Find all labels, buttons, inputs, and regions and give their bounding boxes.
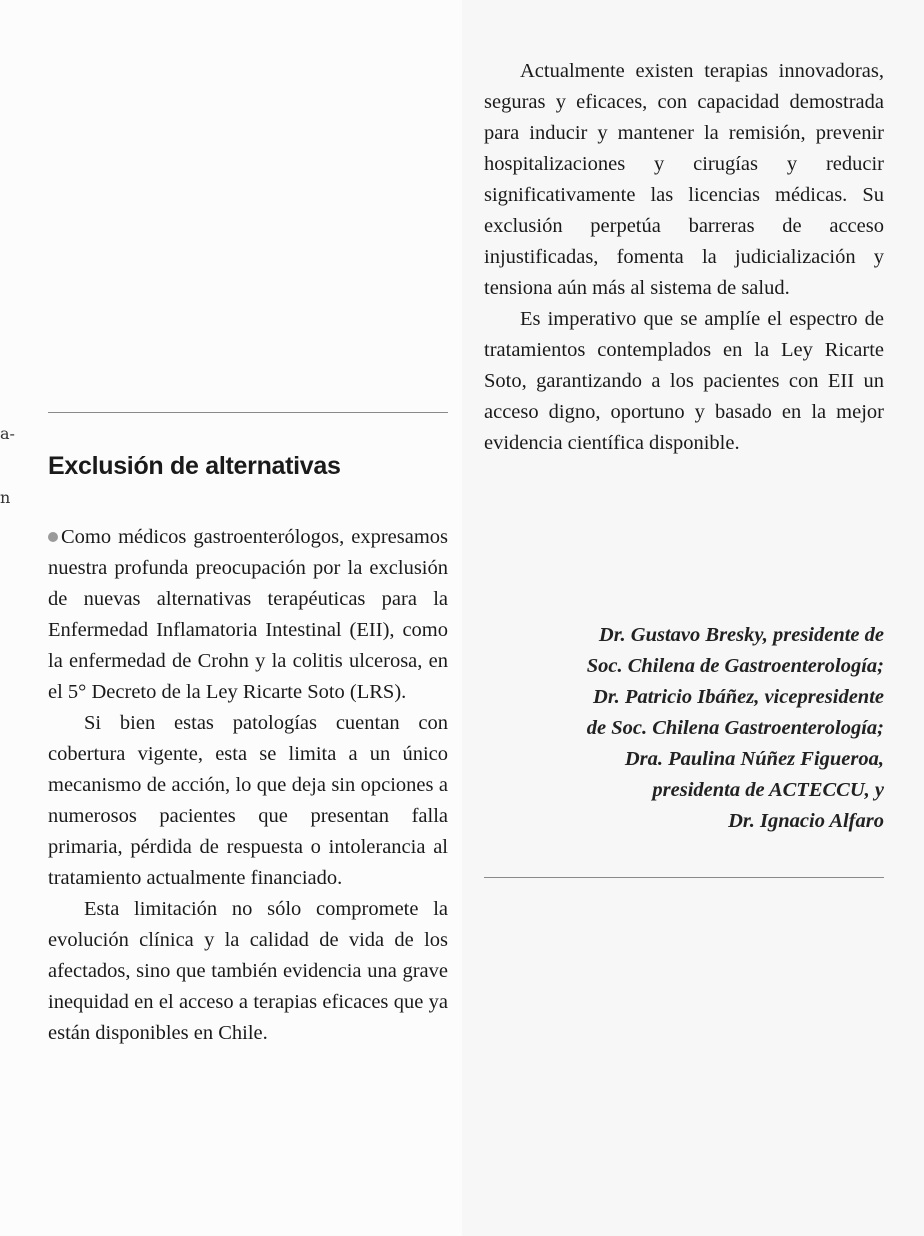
article-paragraph: Actualmente existen terapias innovadoras, seguras y eficaces, con capacidad demostrada para inducir y mantener la remisión, prevenir hospitalizaciones y cirugías y reducir significativamente las licencias médicas. Su exclusión perpetúa barreras de acceso injustificadas, fomenta la judicialización y tensiona aún más al sistema de salud. <box>484 60 884 299</box>
article-body-left-column <box>48 522 448 1049</box>
article-paragraph: Si bien estas patologías cuentan con cobertura vigente, esta se limita a un único mecanismo de acción, lo que deja sin opciones a numerosos pacientes que presentan falla primaria, pérdida de respuesta o intolerancia al tratamiento actualmente financiado. <box>48 712 448 889</box>
signature-line: de Soc. Chilena Gastroenterología; <box>586 717 884 739</box>
letter-signature <box>484 620 884 837</box>
section-divider <box>48 412 448 413</box>
section-divider <box>484 877 884 878</box>
signature-line: Dr. Patricio Ibáñez, vicepresidente <box>593 686 884 708</box>
paragraph-text: Como médicos gastroenterólogos, expresamos nuestra profunda preocupación por la exclusión de nuevas alternativas terapéuticas para la Enfermedad Inflamatoria Intestinal (EII), como la enfermedad de Crohn y la colitis ulcerosa, en el 5° Decreto de la Ley Ricarte Soto (LRS). <box>48 526 448 703</box>
signature-line: Dr. Ignacio Alfaro <box>728 810 884 832</box>
signature-line: presidenta de ACTECCU, y <box>652 779 884 801</box>
margin-text-fragment: a- <box>0 424 15 443</box>
margin-text-fragment: n <box>0 488 11 507</box>
article-headline: Exclusión de alternativas <box>48 452 341 480</box>
article-body-right-column <box>484 56 884 459</box>
bullet-icon <box>48 532 58 542</box>
article-paragraph <box>48 522 448 708</box>
article-paragraph: Esta limitación no sólo compromete la evolución clínica y la calidad de vida de los afectados, sino que también evidencia una grave inequidad en el acceso a terapias eficaces que ya están disponibles en Chile. <box>48 898 448 1044</box>
article-paragraph: Es imperativo que se amplíe el espectro de tratamientos contemplados en la Ley Ricarte Soto, garantizando a los pacientes con EII un acceso digno, oportuno y basado en la mejor evidencia científica disponible. <box>484 308 884 454</box>
signature-line: Dr. Gustavo Bresky, presidente de <box>598 624 884 646</box>
signature-line: Soc. Chilena de Gastroenterología; <box>586 655 884 677</box>
signature-line: Dra. Paulina Núñez Figueroa, <box>624 748 884 770</box>
